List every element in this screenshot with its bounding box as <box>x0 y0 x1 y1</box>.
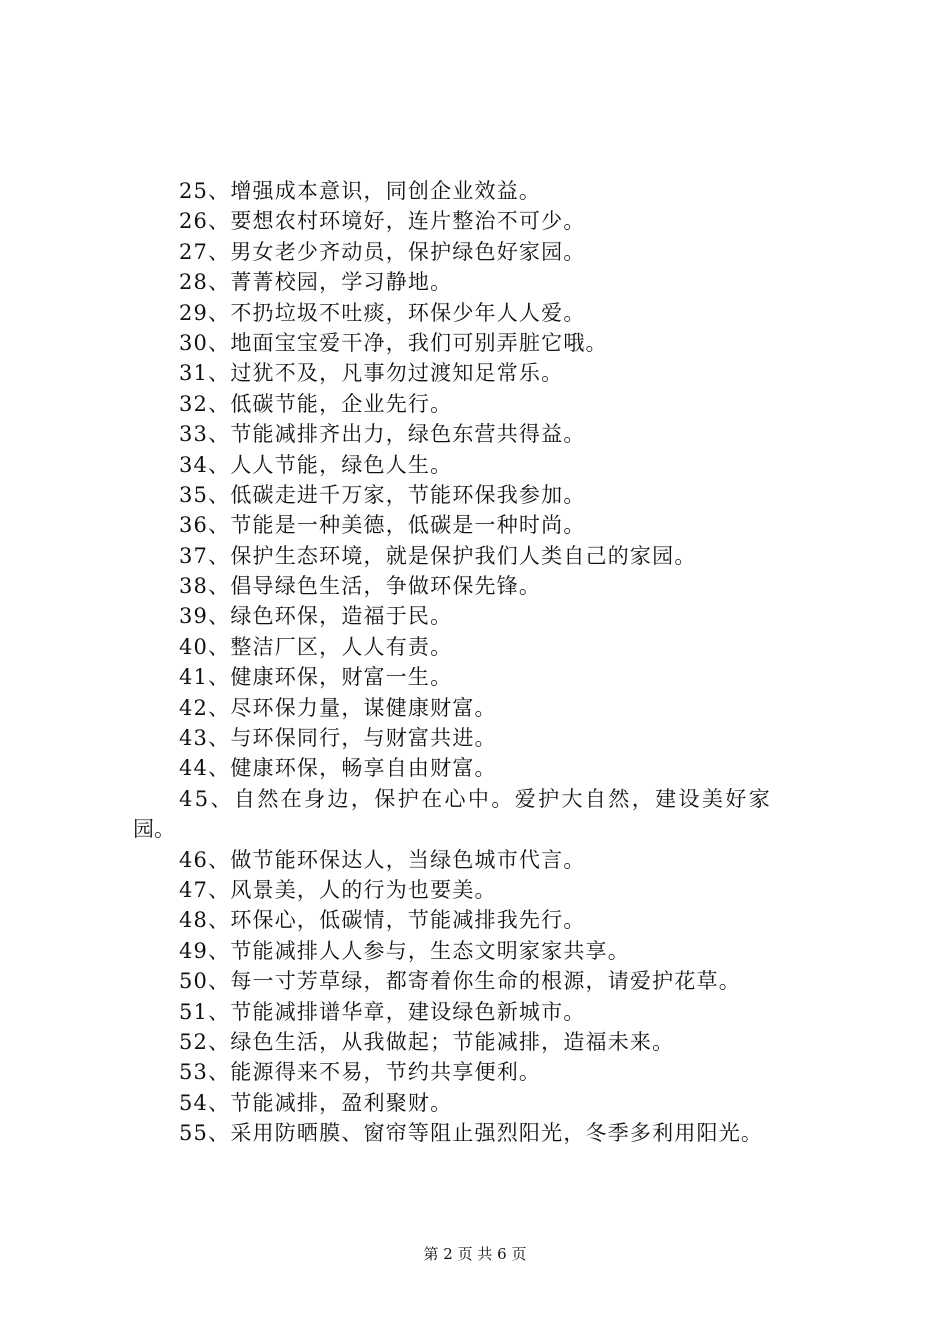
list-item: 30、地面宝宝爱干净，我们可别弄脏它哦。 <box>179 330 608 355</box>
list-item: 51、节能减排谱华章，建设绿色新城市。 <box>179 999 586 1024</box>
list-item: 44、健康环保，畅享自由财富。 <box>179 756 497 781</box>
page-number-footer: 第 2 页 共 6 页 <box>423 1245 527 1263</box>
list-item: 36、节能是一种美德，低碳是一种时尚。 <box>179 513 586 538</box>
list-item: 39、绿色环保，造福于民。 <box>179 604 453 629</box>
list-item: 55、采用防晒膜、窗帘等阻止强烈阳光，冬季多利用阳光。 <box>179 1121 764 1146</box>
list-item: 53、能源得来不易，节约共享便利。 <box>179 1060 542 1085</box>
list-item: 46、做节能环保达人，当绿色城市代言。 <box>179 847 586 872</box>
list-item: 50、每一寸芳草绿，都寄着你生命的根源，请爱护花草。 <box>179 969 741 994</box>
list-item: 41、健康环保，财富一生。 <box>179 665 453 690</box>
list-item: 26、要想农村环境好，连片整治不可少。 <box>179 209 586 234</box>
slogan-list <box>133 176 853 1149</box>
list-item: 28、菁菁校园，学习静地。 <box>179 270 453 295</box>
list-item: 32、低碳节能，企业先行。 <box>179 391 453 416</box>
list-item-continuation: 园。 <box>133 817 175 842</box>
list-item: 40、整洁厂区，人人有责。 <box>179 634 453 659</box>
list-item: 27、男女老少齐动员，保护绿色好家园。 <box>179 239 586 264</box>
list-item: 35、低碳走进千万家，节能环保我参加。 <box>179 482 586 507</box>
list-item: 37、保护生态环境，就是保护我们人类自己的家园。 <box>179 543 697 568</box>
list-item: 38、倡导绿色生活，争做环保先锋。 <box>179 574 542 599</box>
list-item: 43、与环保同行，与财富共进。 <box>179 726 497 751</box>
list-item: 25、增强成本意识，同创企业效益。 <box>179 179 542 203</box>
list-item: 54、节能减排，盈利聚财。 <box>179 1090 453 1115</box>
list-item: 45、自然在身边，保护在心中。爱护大自然，建设美好家 <box>179 786 773 811</box>
list-item: 34、人人节能，绿色人生。 <box>179 452 453 477</box>
list-item: 49、节能减排人人参与，生态文明家家共享。 <box>179 938 630 963</box>
list-item: 52、绿色生活，从我做起；节能减排，造福未来。 <box>179 1029 675 1054</box>
list-item: 33、节能减排齐出力，绿色东营共得益。 <box>179 422 586 447</box>
list-item: 31、过犹不及，凡事勿过渡知足常乐。 <box>179 361 564 386</box>
list-item: 42、尽环保力量，谋健康财富。 <box>179 695 497 720</box>
list-item: 47、风景美，人的行为也要美。 <box>179 877 497 902</box>
list-item: 48、环保心，低碳情，节能减排我先行。 <box>179 908 586 933</box>
list-item: 29、不扔垃圾不吐痰，环保少年人人爱。 <box>179 300 586 325</box>
